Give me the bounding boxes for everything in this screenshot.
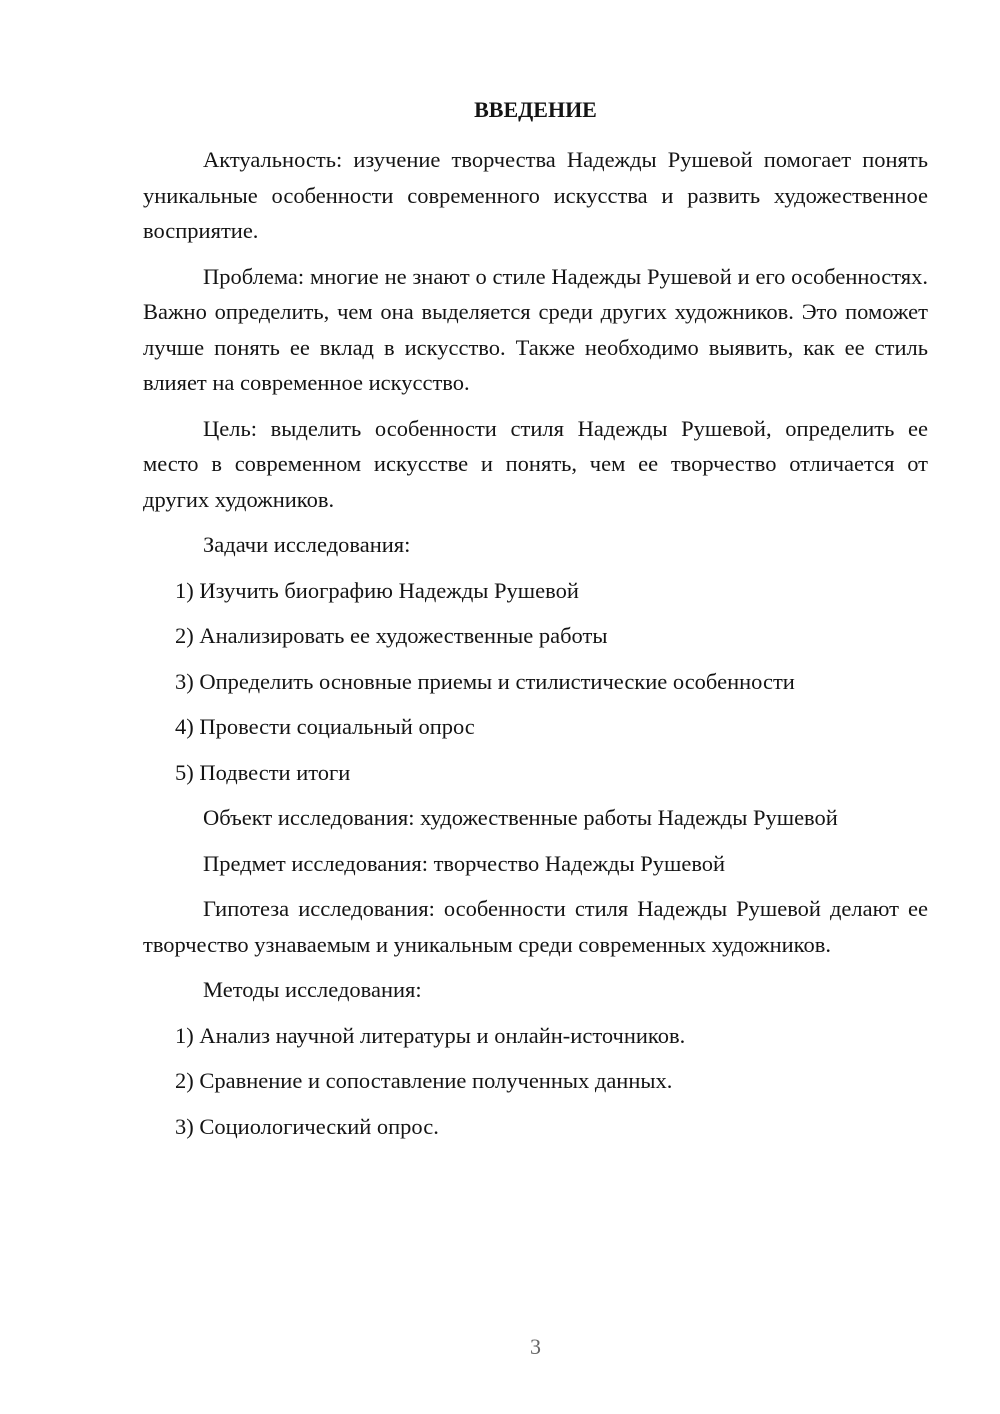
- tasks-heading: Задачи исследования:: [203, 532, 411, 557]
- methods-heading: Методы исследования:: [203, 977, 422, 1002]
- page-title: ВВЕДЕНИЕ: [474, 97, 597, 122]
- task-item: 3) Определить основные приемы и стилистические особенности: [175, 668, 795, 694]
- actuality-paragraph: Актуальность: изучение творчества Надежды Рушевой помогает понять уникальные особенности современного искусства и развить художественное восприятие.: [143, 147, 928, 243]
- task-item: 2) Анализировать ее художественные работы: [175, 623, 608, 648]
- method-item: 1) Анализ научной литературы и онлайн-источников.: [175, 1022, 686, 1048]
- problem-paragraph: Проблема: многие не знают о стиле Надежды Рушевой и его особенностях. Важно определить, чем она выделяется среди других художников. Это поможет лучше понять ее вклад в искусство. Также необходимо выявить, как ее стиль влияет на современное искусство.: [143, 263, 928, 395]
- goal-paragraph: Цель: выделить особенности стиля Надежды Рушевой, определить ее место в современном искусстве и понять, чем ее творчество отличается от других художников.: [143, 415, 928, 512]
- research-subject: Предмет исследования: творчество Надежды Рушевой: [203, 850, 726, 876]
- document-page: [143, 0, 928, 1414]
- task-item: 4) Провести социальный опрос: [175, 714, 475, 739]
- page-number: 3: [530, 1334, 541, 1359]
- method-item: 3) Социологический опрос.: [175, 1113, 439, 1139]
- task-item: 5) Подвести итоги: [175, 759, 351, 785]
- task-item: 1) Изучить биографию Надежды Рушевой: [175, 577, 579, 603]
- hypothesis-paragraph: Гипотеза исследования: особенности стиля Надежды Рушевой делают ее творчество узнаваемым и уникальным среди современных художников.: [143, 896, 928, 957]
- research-object: Объект исследования: художественные работы Надежды Рушевой: [203, 805, 838, 830]
- document-body: [143, 142, 928, 1154]
- method-item: 2) Сравнение и сопоставление полученных данных.: [175, 1068, 673, 1093]
